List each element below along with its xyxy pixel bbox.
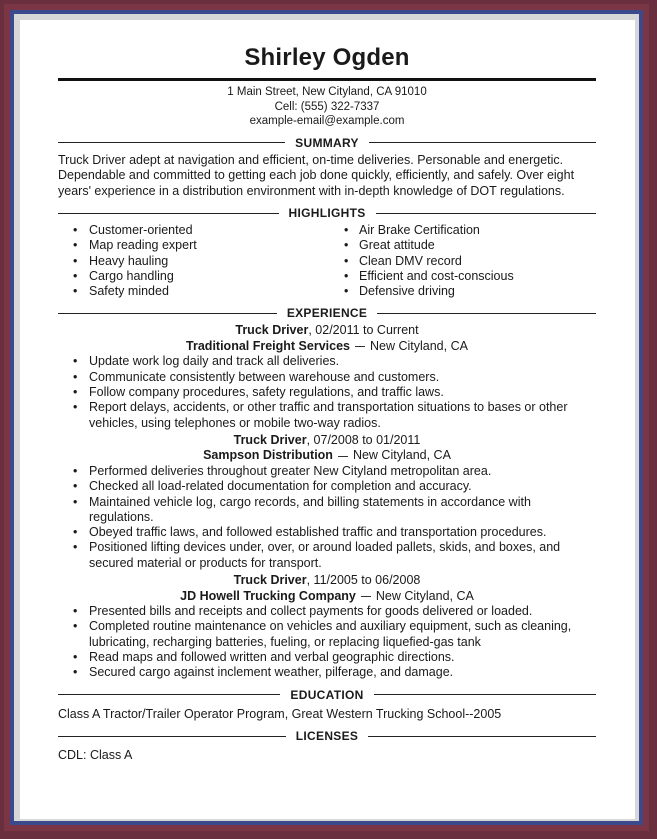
divider (58, 694, 280, 695)
job-dates: , 07/2008 to 01/2011 (306, 432, 421, 447)
education-text: Class A Tractor/Trailer Operator Program, Great Western Trucking School--2005 (58, 706, 502, 721)
divider (377, 313, 596, 314)
email: example-email@example.com (249, 115, 405, 127)
job-bullets (58, 464, 596, 571)
list-item: • Positioned lifting devices under, over, or around loaded pallets, skids, and boxes, and secured material or products for transport. (58, 540, 596, 571)
divider (58, 142, 285, 143)
company-location: New Cityland, CA (375, 588, 474, 603)
divider (58, 213, 279, 214)
licenses-text: CDL: Class A (58, 748, 133, 763)
dash-separator (361, 596, 371, 597)
job-role: Truck Driver (233, 432, 307, 447)
company-name: Traditional Freight Services (186, 338, 350, 353)
job-bullets (58, 604, 596, 680)
job-title-line (58, 433, 596, 449)
company-location: New Cityland, CA (370, 338, 468, 353)
list-item: • Defensive driving (327, 284, 596, 299)
list-item: • Obeyed traffic laws, and followed established traffic and transportation procedures. (58, 525, 596, 540)
list-item: • Communicate consistently between warehouse and customers. (58, 370, 596, 385)
section-title: EDUCATION (290, 687, 364, 702)
list-item: • Efficient and cost-conscious (327, 269, 596, 284)
section-title: LICENSES (295, 729, 359, 744)
divider (374, 694, 596, 695)
list-item: • Map reading expert (58, 238, 327, 253)
highlights-left-column (58, 223, 327, 299)
company-name: JD Howell Trucking Company (180, 588, 356, 603)
list-item: • Customer-oriented (58, 223, 327, 238)
job-role: Truck Driver (235, 323, 309, 338)
list-item: • Air Brake Certification (327, 223, 596, 238)
licenses-heading (58, 728, 596, 744)
section-title: EXPERIENCE (286, 306, 368, 321)
contact-block (58, 85, 596, 129)
list-item: • Report delays, accidents, or other traffic and transportation situations to bases or other vehicles, using telephones or mobile two-way radios. (58, 400, 596, 431)
divider (376, 213, 597, 214)
job-dates: , 02/2011 to Current (308, 323, 419, 338)
section-title: HIGHLIGHTS (288, 206, 366, 220)
list-item: • Presented bills and receipts and collect payments for goods delivered or loaded. (58, 604, 596, 619)
job-company-line (58, 448, 596, 464)
list-item: • Read maps and followed written and verbal geographic directions. (58, 650, 596, 665)
job-dates: , 11/2005 to 06/2008 (306, 573, 421, 588)
resume-content (58, 44, 596, 764)
job-company-line (58, 339, 596, 355)
list-item: • Follow company procedures, safety regulations, and traffic laws. (58, 385, 596, 400)
list-item: • Great attitude (327, 238, 596, 253)
list-item: • Maintained vehicle log, cargo records, and billing statements in accordance with regulations. (58, 495, 596, 526)
highlights-heading (58, 205, 596, 221)
list-item: • Heavy hauling (58, 254, 327, 269)
name-divider (58, 78, 596, 81)
experience-heading (58, 305, 596, 321)
summary-text: Truck Driver adept at navigation and efficient, on-time deliveries. Personable and energetic. Dependable and committed to getting each job done quickly, efficiently, and safely. Over eight years' experience in a distribution environment with in-depth knowledge of DOT regulations. (58, 152, 575, 198)
divider (369, 142, 596, 143)
divider (58, 313, 277, 314)
list-item: • Secured cargo against inclement weather, pilferage, and damage. (58, 665, 596, 680)
job-entry (58, 573, 596, 680)
dash-separator (355, 346, 365, 347)
education-heading (58, 687, 596, 703)
divider (368, 736, 596, 737)
list-item: • Cargo handling (58, 269, 327, 284)
list-item: • Checked all load-related documentation for completion and accuracy. (58, 479, 596, 494)
highlights-list (58, 223, 596, 299)
divider (58, 736, 286, 737)
list-item: • Performed deliveries throughout greater New Cityland metropolitan area. (58, 464, 596, 479)
address: 1 Main Street, New Cityland, CA 91010 (227, 86, 427, 98)
candidate-name: Shirley Ogden (244, 44, 410, 71)
job-title-line (58, 323, 596, 339)
list-item: • Safety minded (58, 284, 327, 299)
job-role: Truck Driver (233, 573, 307, 588)
job-entry (58, 433, 596, 571)
list-item: • Update work log daily and track all deliveries. (58, 354, 596, 369)
job-title-line (58, 573, 596, 589)
company-name: Sampson Distribution (203, 448, 333, 463)
resume-page (20, 20, 635, 819)
list-item: • Clean DMV record (327, 254, 596, 269)
summary-heading (58, 135, 596, 151)
highlights-right-column (327, 223, 596, 299)
section-title: SUMMARY (295, 135, 359, 150)
job-entry (58, 323, 596, 430)
company-location: New Cityland, CA (352, 448, 451, 463)
job-company-line (58, 589, 596, 605)
phone: Cell: (555) 322-7337 (274, 100, 380, 113)
dash-separator (338, 456, 348, 457)
job-bullets (58, 354, 596, 430)
list-item: • Completed routine maintenance on vehicles and auxiliary equipment, such as cleaning, lubricating, recharging batteries, fueling, or replacing liquefied-gas tank (58, 619, 596, 650)
